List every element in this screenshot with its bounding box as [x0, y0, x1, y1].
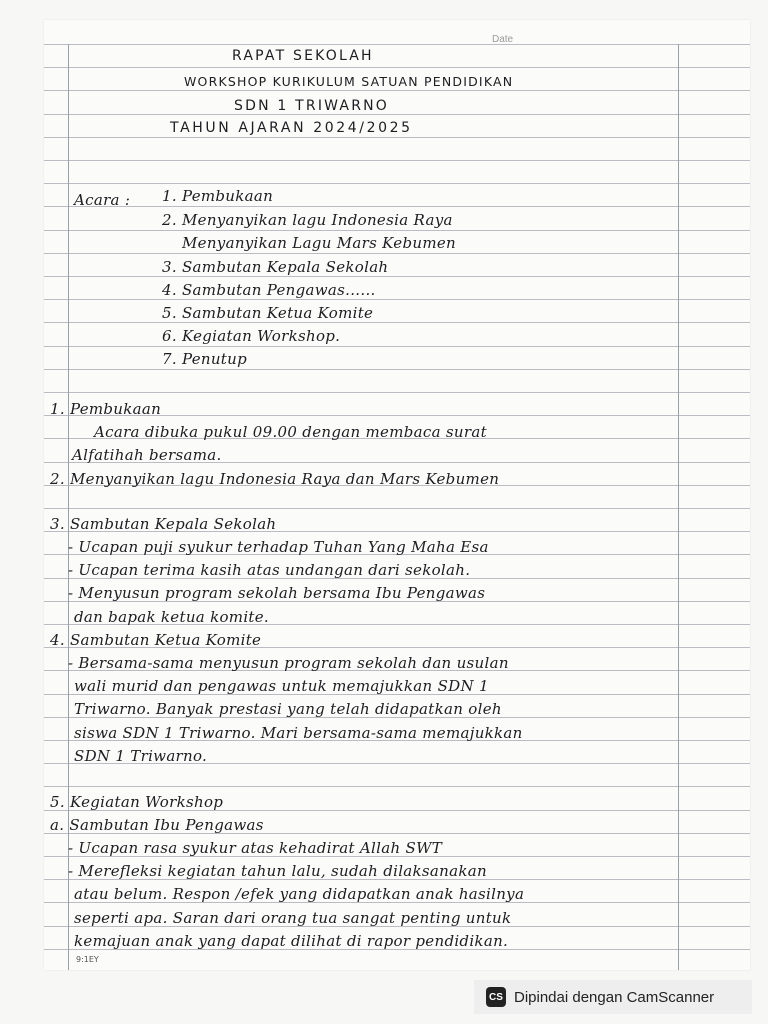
- header-school: SDN 1 TRIWARNO: [234, 98, 390, 114]
- minutes-line: a. Sambutan Ibu Pengawas: [50, 816, 264, 834]
- date-label: Date: [492, 34, 514, 45]
- ruled-line: [44, 114, 750, 115]
- minutes-line: 4. Sambutan Ketua Komite: [50, 631, 262, 649]
- right-margin-line: [678, 44, 679, 970]
- minutes-line: atau belum. Respon /efek yang didapatkan anak hasilnya: [74, 885, 525, 903]
- minutes-line: 5. Kegiatan Workshop: [50, 793, 224, 811]
- header-year: TAHUN AJARAN 2024/2025: [170, 120, 413, 136]
- minutes-line: seperti apa. Saran dari orang tua sangat penting untuk: [74, 909, 512, 927]
- ruled-line: [44, 508, 750, 509]
- agenda-item: 4. Sambutan Pengawas......: [162, 281, 376, 299]
- ruled-line: [44, 299, 750, 300]
- agenda-item: 1. Pembukaan: [162, 187, 274, 205]
- ruled-line: [44, 67, 750, 68]
- notebook-page: [44, 20, 750, 970]
- ruled-line: [44, 786, 750, 787]
- ruled-line: [44, 183, 750, 184]
- minutes-line: - Ucapan puji syukur terhadap Tuhan Yang Maha Esa: [68, 538, 489, 556]
- minutes-line: - Menyusun program sekolah bersama Ibu Pengawas: [68, 584, 486, 602]
- ruled-line: [44, 206, 750, 207]
- agenda-item: 7. Penutup: [162, 350, 247, 368]
- minutes-line: kemajuan anak yang dapat dilihat di rapor pendidikan.: [74, 932, 509, 950]
- agenda-item: 6. Kegiatan Workshop.: [162, 327, 341, 345]
- minutes-line: Triwarno. Banyak prestasi yang telah didapatkan oleh: [74, 700, 502, 718]
- agenda-item: 3. Sambutan Kepala Sekolah: [162, 258, 389, 276]
- ruled-line: [44, 369, 750, 370]
- minutes-line: SDN 1 Triwarno.: [74, 747, 208, 765]
- ruled-line: [44, 160, 750, 161]
- ruled-line: [44, 276, 750, 277]
- camscanner-label: Dipindai dengan CamScanner: [514, 988, 715, 1006]
- ruled-line: [44, 253, 750, 254]
- agenda-label: Acara :: [74, 191, 131, 209]
- page-corner-mark: 9:1EY: [76, 955, 99, 964]
- agenda-item: 5. Sambutan Ketua Komite: [162, 304, 374, 322]
- minutes-line: - Bersama-sama menyusun program sekolah dan usulan: [68, 654, 509, 672]
- minutes-line: - Ucapan terima kasih atas undangan dari sekolah.: [68, 561, 471, 579]
- ruled-line: [44, 230, 750, 231]
- ruled-line: [44, 137, 750, 138]
- minutes-line: 2. Menyanyikan lagu Indonesia Raya dan Mars Kebumen: [50, 470, 500, 488]
- ruled-line: [44, 346, 750, 347]
- minutes-line: wali murid dan pengawas untuk memajukkan SDN 1: [74, 677, 489, 695]
- agenda-item: Menyanyikan Lagu Mars Kebumen: [182, 234, 456, 252]
- minutes-line: siswa SDN 1 Triwarno. Mari bersama-sama memajukkan: [74, 724, 523, 742]
- ruled-line: [44, 90, 750, 91]
- minutes-line: - Ucapan rasa syukur atas kehadirat Allah SWT: [68, 839, 443, 857]
- agenda-item: 2. Menyanyikan lagu Indonesia Raya: [162, 211, 453, 229]
- minutes-line: - Merefleksi kegiatan tahun lalu, sudah dilaksanakan: [68, 862, 487, 880]
- header-title: RAPAT SEKOLAH: [232, 48, 374, 64]
- camscanner-logo-icon: CS: [486, 987, 506, 1007]
- camscanner-watermark: [474, 980, 752, 1014]
- minutes-line: 3. Sambutan Kepala Sekolah: [50, 515, 277, 533]
- ruled-line: [44, 322, 750, 323]
- minutes-line: dan bapak ketua komite.: [74, 608, 270, 626]
- header-workshop: WORKSHOP KURIKULUM SATUAN PENDIDIKAN: [184, 74, 514, 89]
- ruled-line: [44, 392, 750, 393]
- ruled-line: [44, 44, 750, 45]
- minutes-line: 1. Pembukaan: [50, 400, 162, 418]
- minutes-line: Alfatihah bersama.: [72, 446, 222, 464]
- minutes-line: Acara dibuka pukul 09.00 dengan membaca surat: [94, 423, 487, 441]
